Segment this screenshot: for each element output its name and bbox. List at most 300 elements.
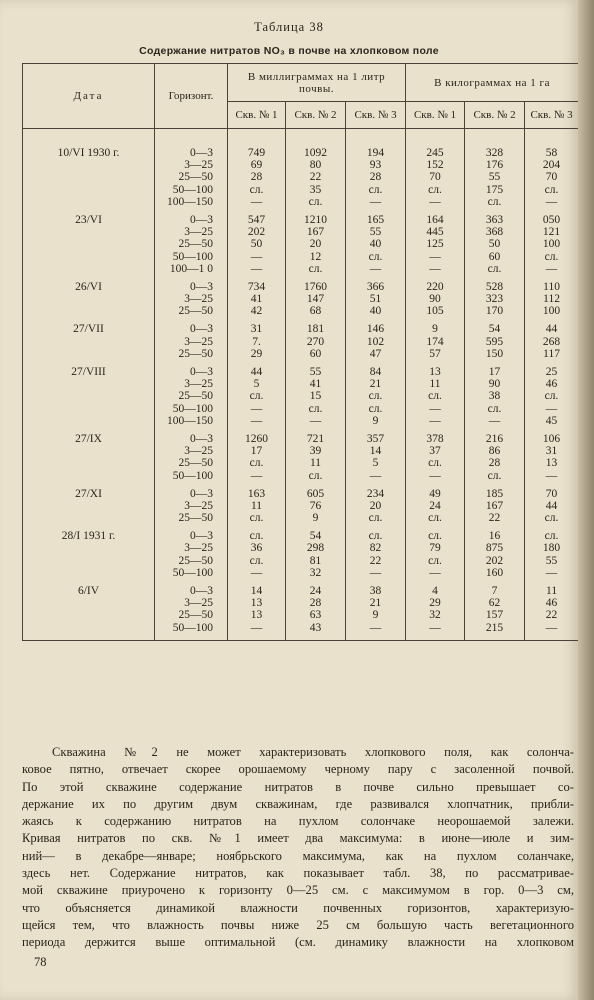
cell-value: 41 — [250, 293, 263, 306]
cell-value: 7 — [491, 585, 498, 597]
cell-value: 363 — [485, 213, 504, 226]
cell-value: 25—50 — [178, 609, 213, 622]
cell-value: 80 — [309, 159, 322, 172]
cell-horizons — [155, 579, 228, 640]
cell-value: 25 — [545, 366, 558, 378]
cell-value: 14 — [250, 585, 263, 597]
cell-value: 202 — [247, 226, 266, 239]
cell-value: 202 — [485, 554, 504, 567]
cell-value: 3—25 — [184, 378, 213, 391]
cell-value: 216 — [485, 432, 504, 445]
cell-mg1 — [228, 208, 286, 275]
cell-value: 245 — [426, 147, 444, 159]
cell-value: — — [250, 414, 263, 427]
cell-horizons — [155, 208, 228, 275]
cell-value: 167 — [306, 226, 325, 239]
cell-value: — — [250, 262, 263, 275]
cell-value: — — [369, 195, 382, 208]
cell-value: 54 — [309, 530, 322, 543]
cell-value: 0—3 — [190, 323, 213, 336]
cell-value: — — [545, 195, 558, 208]
cell-value: 45 — [545, 414, 558, 427]
cell-value: 82 — [369, 542, 382, 555]
table-row — [23, 579, 579, 640]
cell-value: 150 — [485, 347, 504, 360]
cell-value: 50—100 — [172, 566, 213, 579]
nitrate-table — [22, 63, 579, 641]
cell-mg2 — [286, 129, 346, 208]
cell-value: 25—50 — [178, 554, 213, 567]
cell-value: 100 — [542, 238, 561, 251]
cell-value: 28 — [488, 457, 501, 470]
cell-value: — — [429, 250, 441, 263]
row-date: 10/VI 1930 г. — [23, 129, 155, 208]
cell-value: сл. — [544, 512, 559, 525]
cell-value: 0—3 — [190, 147, 213, 159]
cell-value: сл. — [308, 469, 323, 482]
cell-value: 55 — [545, 554, 558, 567]
cell-value: 22 — [488, 512, 501, 525]
row-date: 27/IX — [23, 427, 155, 482]
cell-value: 70 — [429, 171, 441, 184]
cell-mg3 — [346, 208, 406, 275]
cell-value: 17 — [488, 366, 501, 378]
cell-value: 50—100 — [172, 621, 213, 634]
cell-value: сл. — [249, 554, 264, 567]
cell-value: сл. — [544, 390, 559, 403]
cell-value: — — [250, 195, 263, 208]
cell-value: — — [429, 195, 441, 208]
cell-value: — — [429, 262, 441, 275]
header-well-mg-3: Скв. № 3 — [346, 102, 406, 129]
cell-kg3 — [525, 524, 579, 579]
cell-value: 146 — [366, 323, 385, 336]
cell-value: — — [429, 469, 441, 482]
cell-value: 25—50 — [178, 390, 213, 403]
cell-value: 0—3 — [190, 213, 213, 226]
row-date: 28/I 1931 г. — [23, 524, 155, 579]
cell-value: 32 — [429, 609, 441, 622]
cell-value: сл. — [249, 457, 264, 470]
cell-value: 24 — [309, 585, 322, 597]
cell-value: сл. — [368, 402, 383, 415]
header-well-mg-2: Скв. № 2 — [286, 102, 346, 129]
cell-value: 13 — [545, 457, 558, 470]
cell-kg2 — [465, 482, 525, 525]
cell-value: 5 — [372, 457, 379, 470]
cell-value: 3—25 — [184, 335, 213, 348]
cell-value: 63 — [309, 609, 322, 622]
cell-value: 445 — [426, 226, 444, 239]
cell-value: 110 — [543, 280, 560, 293]
cell-value: 100—150 — [167, 195, 213, 208]
cell-value: 3—25 — [184, 293, 213, 306]
cell-value: 595 — [485, 335, 504, 348]
cell-value: 7. — [252, 335, 261, 348]
cell-value: 164 — [426, 213, 444, 226]
cell-mg2 — [286, 524, 346, 579]
cell-mg2 — [286, 275, 346, 318]
cell-mg1 — [228, 360, 286, 427]
cell-value: 90 — [429, 293, 441, 306]
cell-value: 0—3 — [190, 487, 213, 500]
paragraph-line: ковое пятно, отвечает скорее орошаемому черному пару с засоленной почвой. — [22, 762, 574, 777]
cell-value: 194 — [366, 147, 385, 159]
cell-value: 175 — [485, 183, 504, 196]
cell-value: 62 — [488, 597, 501, 610]
header-group-mg: В миллиграммах на 1 литр почвы. — [228, 64, 406, 102]
cell-value: 749 — [247, 147, 266, 159]
cell-value: 57 — [429, 347, 441, 360]
cell-value: 9 — [312, 512, 319, 525]
cell-value: 357 — [366, 432, 385, 445]
cell-value: 14 — [369, 445, 382, 458]
cell-value: 16 — [488, 530, 501, 543]
cell-value: 1210 — [304, 213, 327, 226]
cell-value: 11 — [546, 585, 558, 597]
cell-value: 270 — [306, 335, 325, 348]
cell-value: 163 — [247, 487, 266, 500]
cell-value: 50—100 — [172, 402, 213, 415]
cell-value: 50—100 — [172, 250, 213, 263]
cell-value: 21 — [369, 597, 382, 610]
cell-value: 9 — [432, 323, 438, 336]
cell-value: 157 — [485, 609, 504, 622]
cell-value: 43 — [309, 621, 322, 634]
cell-mg1 — [228, 275, 286, 318]
cell-value: 60 — [488, 250, 501, 263]
cell-value: — — [545, 469, 558, 482]
cell-value: 37 — [429, 445, 441, 458]
cell-mg3 — [346, 579, 406, 640]
cell-value: 220 — [426, 280, 444, 293]
cell-kg3 — [525, 360, 579, 427]
cell-value: 170 — [485, 305, 504, 318]
cell-value: 50 — [488, 238, 501, 251]
cell-value: 215 — [485, 621, 504, 634]
header-well-kg-1: Скв. № 1 — [406, 102, 465, 129]
cell-value: 51 — [369, 293, 382, 306]
cell-kg2 — [465, 129, 525, 208]
cell-value: 1260 — [245, 432, 268, 445]
cell-value: 22 — [369, 554, 382, 567]
cell-kg3 — [525, 208, 579, 275]
row-date: 26/VI — [23, 275, 155, 318]
cell-horizons — [155, 275, 228, 318]
cell-value: сл. — [368, 183, 383, 196]
cell-value: 0—3 — [190, 366, 213, 378]
cell-kg1 — [406, 360, 465, 427]
cell-value: сл. — [428, 554, 442, 567]
cell-value: 25—50 — [178, 457, 213, 470]
cell-mg2 — [286, 482, 346, 525]
cell-value: 9 — [372, 414, 379, 427]
cell-kg3 — [525, 317, 579, 360]
cell-value: сл. — [487, 402, 502, 415]
cell-value: 9 — [372, 609, 379, 622]
cell-value: 28 — [369, 171, 382, 184]
cell-value: — — [250, 250, 263, 263]
cell-value: 1092 — [304, 147, 327, 159]
cell-value: 12 — [309, 250, 322, 263]
row-date: 27/VIII — [23, 360, 155, 427]
cell-kg1 — [406, 208, 465, 275]
cell-value: 76 — [309, 499, 322, 512]
paragraph-line: мой скважине приурочено к горизонту 0—25 см. с максимумом в гор. 0—3 см, — [22, 883, 574, 898]
row-date: 6/IV — [23, 579, 155, 640]
cell-value: 25—50 — [178, 238, 213, 251]
cell-value: — — [545, 566, 558, 579]
row-date: 23/VI — [23, 208, 155, 275]
cell-kg3 — [525, 482, 579, 525]
cell-value: 13 — [429, 366, 441, 378]
cell-value: 24 — [429, 499, 441, 512]
cell-mg3 — [346, 129, 406, 208]
cell-value: 46 — [545, 597, 558, 610]
cell-value: сл. — [428, 183, 442, 196]
cell-value: 21 — [369, 378, 382, 391]
cell-value: сл. — [487, 469, 502, 482]
table-row — [23, 482, 579, 525]
header-well-kg-3: Скв. № 3 — [525, 102, 579, 129]
cell-mg3 — [346, 427, 406, 482]
cell-kg3 — [525, 427, 579, 482]
cell-value: 93 — [369, 159, 382, 172]
cell-value: 39 — [309, 445, 322, 458]
paragraph-line: По этой скважине содержание нитратов в почве сильно превышает со- — [22, 779, 574, 794]
cell-kg1 — [406, 482, 465, 525]
cell-value: 84 — [369, 366, 382, 378]
cell-value: 68 — [309, 305, 322, 318]
cell-value: 13 — [250, 609, 263, 622]
cell-value: 11 — [309, 457, 322, 470]
cell-value: 180 — [542, 542, 561, 555]
cell-value: 174 — [426, 335, 444, 348]
cell-value: 38 — [369, 585, 382, 597]
cell-value: — — [250, 621, 263, 634]
cell-value: 0—3 — [190, 432, 213, 445]
cell-value: 40 — [369, 238, 382, 251]
cell-value: 4 — [432, 585, 438, 597]
cell-kg1 — [406, 317, 465, 360]
cell-value: 22 — [545, 609, 558, 622]
cell-mg1 — [228, 579, 286, 640]
cell-value: сл. — [428, 530, 442, 543]
cell-value: 3—25 — [184, 499, 213, 512]
cell-kg2 — [465, 275, 525, 318]
cell-value: 0—3 — [190, 585, 213, 597]
cell-horizons — [155, 129, 228, 208]
paragraph-line: здесь нет. Содержание нитратов, как показывает табл. 38, по рассматривае- — [22, 866, 574, 881]
cell-value: сл. — [428, 512, 442, 525]
cell-value: 605 — [306, 487, 325, 500]
table-body — [23, 129, 579, 641]
cell-mg2 — [286, 360, 346, 427]
table-row — [23, 427, 579, 482]
cell-value: 38 — [488, 390, 501, 403]
cell-value: 3—25 — [184, 159, 213, 172]
cell-value: 36 — [250, 542, 263, 555]
cell-value: 31 — [545, 445, 558, 458]
cell-value: сл. — [487, 262, 502, 275]
cell-value: сл. — [308, 402, 323, 415]
cell-value: 0—3 — [190, 530, 213, 543]
cell-mg3 — [346, 317, 406, 360]
cell-value: 734 — [247, 280, 266, 293]
paragraph-line: щейся тем, что влажность почвы ниже 25 см большую часть вегетационного — [22, 917, 574, 932]
cell-value: 46 — [545, 378, 558, 391]
table-row — [23, 275, 579, 318]
cell-value: 55 — [488, 171, 501, 184]
cell-value: 44 — [545, 323, 558, 336]
cell-value: 185 — [485, 487, 504, 500]
cell-kg1 — [406, 275, 465, 318]
cell-kg1 — [406, 129, 465, 208]
cell-value: 547 — [247, 213, 266, 226]
cell-kg1 — [406, 579, 465, 640]
cell-value: сл. — [544, 530, 559, 543]
cell-value: 105 — [426, 305, 444, 318]
cell-mg2 — [286, 579, 346, 640]
cell-value: 125 — [426, 238, 444, 251]
cell-value: 721 — [306, 432, 325, 445]
cell-value: сл. — [428, 457, 442, 470]
cell-horizons — [155, 360, 228, 427]
cell-value: 368 — [485, 226, 504, 239]
cell-value: 25—50 — [178, 171, 213, 184]
cell-value: — — [369, 621, 382, 634]
cell-value: сл. — [308, 195, 323, 208]
cell-value: сл. — [368, 530, 383, 543]
cell-kg2 — [465, 208, 525, 275]
cell-value: — — [545, 621, 558, 634]
cell-value: 25—50 — [178, 347, 213, 360]
cell-value: сл. — [249, 390, 264, 403]
paragraph-line: держание их по другим двум скважинам, где развивался хлопчатник, прибли- — [22, 796, 574, 811]
cell-value: 100 — [542, 305, 561, 318]
cell-value: 28 — [309, 597, 322, 610]
cell-value: 50 — [250, 238, 263, 251]
cell-value: 117 — [543, 347, 560, 360]
cell-value: 234 — [366, 487, 385, 500]
paragraph-line: периода держится выше оптимальной (см. динамику влажности на хлопковом — [22, 935, 574, 950]
cell-value: 22 — [309, 171, 322, 184]
cell-value: — — [429, 414, 441, 427]
body-paragraph — [22, 744, 574, 952]
cell-mg2 — [286, 427, 346, 482]
cell-value: 50—100 — [172, 183, 213, 196]
cell-value: 1760 — [304, 280, 327, 293]
cell-value: 13 — [250, 597, 263, 610]
cell-value: 181 — [306, 323, 325, 336]
cell-kg2 — [465, 427, 525, 482]
cell-value: 55 — [369, 226, 382, 239]
cell-value: 86 — [488, 445, 501, 458]
table-title: Содержание нитратов NO₃ в почве на хлопковом поле — [139, 45, 439, 57]
cell-value: 3—25 — [184, 445, 213, 458]
cell-value: 31 — [250, 323, 263, 336]
cell-value: 25—50 — [178, 512, 213, 525]
cell-value: — — [250, 566, 263, 579]
cell-value: 44 — [250, 366, 263, 378]
cell-value: 147 — [306, 293, 325, 306]
cell-value: 29 — [250, 347, 263, 360]
cell-value: сл. — [428, 390, 442, 403]
cell-mg1 — [228, 427, 286, 482]
cell-value: сл. — [249, 183, 264, 196]
cell-value: 20 — [309, 238, 322, 251]
cell-value: 378 — [426, 432, 444, 445]
header-date: Дата — [23, 64, 155, 129]
table-row — [23, 524, 579, 579]
cell-value: — — [369, 262, 382, 275]
cell-mg3 — [346, 360, 406, 427]
cell-value: 323 — [485, 293, 504, 306]
cell-value: 60 — [309, 347, 322, 360]
cell-mg1 — [228, 129, 286, 208]
header-well-mg-1: Скв. № 1 — [228, 102, 286, 129]
cell-value: 17 — [250, 445, 263, 458]
cell-value: 11 — [250, 499, 263, 512]
cell-value: 5 — [253, 378, 260, 391]
cell-value: 3—25 — [184, 597, 213, 610]
cell-value: 49 — [429, 487, 441, 500]
cell-value: 20 — [369, 499, 382, 512]
cell-value: 81 — [309, 554, 322, 567]
cell-value: 3—25 — [184, 226, 213, 239]
cell-mg2 — [286, 317, 346, 360]
table-caption: Таблица 38 — [254, 20, 324, 34]
cell-value: сл. — [308, 262, 323, 275]
cell-value: сл. — [249, 512, 264, 525]
cell-value: — — [488, 414, 501, 427]
cell-value: — — [545, 402, 558, 415]
cell-value: 121 — [542, 226, 561, 239]
table-row — [23, 129, 579, 208]
cell-value: 102 — [366, 335, 385, 348]
cell-value: 204 — [542, 159, 561, 172]
cell-kg3 — [525, 275, 579, 318]
cell-value: 90 — [488, 378, 501, 391]
cell-value: 050 — [542, 213, 561, 226]
cell-value: 41 — [309, 378, 322, 391]
header-well-kg-2: Скв. № 2 — [465, 102, 525, 129]
cell-horizons — [155, 427, 228, 482]
cell-value: 58 — [545, 147, 558, 159]
paragraph-line: что объясняется динамикой влажности почвенных горизонтов, характеризую- — [22, 900, 574, 915]
cell-value: 875 — [485, 542, 504, 555]
cell-value: 298 — [306, 542, 325, 555]
cell-value: — — [429, 621, 441, 634]
cell-value: сл. — [544, 250, 559, 263]
cell-value: 528 — [485, 280, 504, 293]
cell-value: 47 — [369, 347, 382, 360]
cell-value: — — [250, 469, 263, 482]
cell-kg3 — [525, 129, 579, 208]
cell-value: 328 — [485, 147, 504, 159]
cell-value: 15 — [309, 390, 322, 403]
row-date: 27/VII — [23, 317, 155, 360]
cell-value: 176 — [485, 159, 504, 172]
header-group-kg: В килограммах на 1 га — [406, 64, 579, 102]
cell-value: сл. — [249, 530, 264, 543]
cell-value: — — [369, 566, 382, 579]
cell-value: 112 — [543, 293, 560, 306]
paragraph-line: ний— в декабре—январе; ноябрьского максимума, как на пухлом соланчаке, — [22, 848, 574, 863]
cell-kg2 — [465, 360, 525, 427]
cell-mg2 — [286, 208, 346, 275]
cell-value: сл. — [487, 195, 502, 208]
